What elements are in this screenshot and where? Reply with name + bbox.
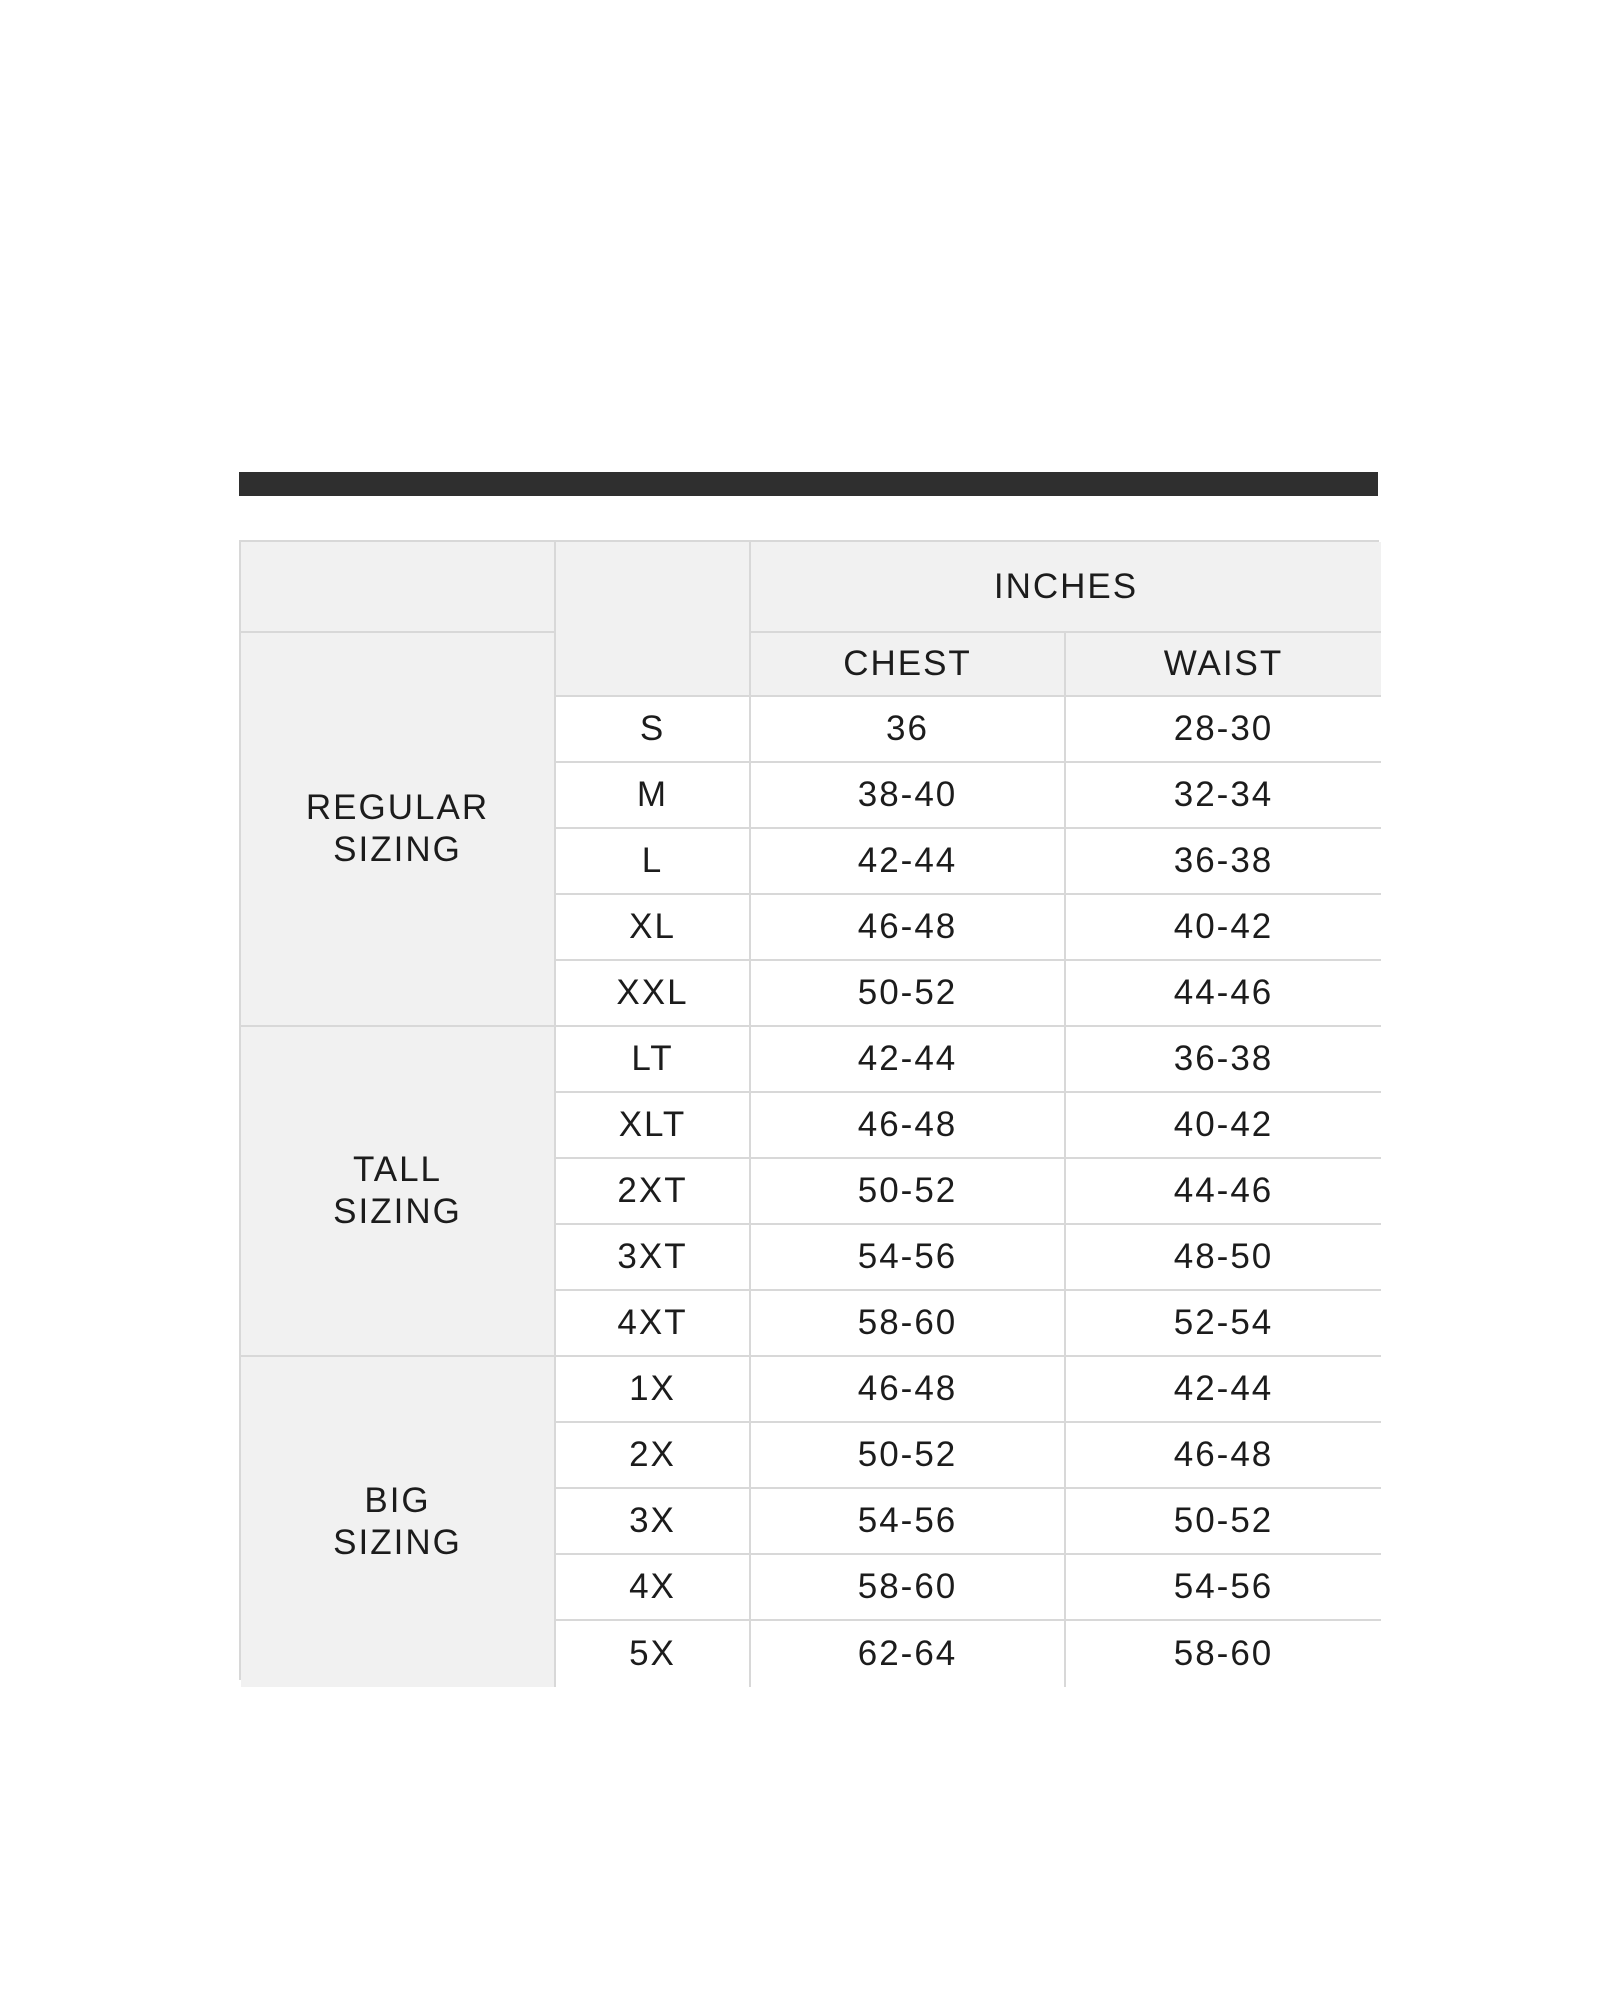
waist-cell: 32-34	[1066, 763, 1381, 829]
chest-cell: 46-48	[751, 1357, 1066, 1423]
size-cell: 1X	[556, 1357, 751, 1423]
size-cell: 5X	[556, 1621, 751, 1687]
waist-cell: 46-48	[1066, 1423, 1381, 1489]
chest-cell: 42-44	[751, 1027, 1066, 1093]
chest-cell: 50-52	[751, 1159, 1066, 1225]
waist-cell: 28-30	[1066, 697, 1381, 763]
waist-cell: 40-42	[1066, 895, 1381, 961]
chest-cell: 54-56	[751, 1489, 1066, 1555]
size-cell: 2X	[556, 1423, 751, 1489]
waist-cell: 44-46	[1066, 1159, 1381, 1225]
header-size-column-empty	[556, 542, 751, 697]
size-cell: LT	[556, 1027, 751, 1093]
size-cell: 4XT	[556, 1291, 751, 1357]
waist-cell: 58-60	[1066, 1621, 1381, 1687]
group-label-tall-sizing: TALL SIZING	[241, 1027, 556, 1357]
chest-cell: 46-48	[751, 895, 1066, 961]
waist-cell: 52-54	[1066, 1291, 1381, 1357]
waist-cell: 50-52	[1066, 1489, 1381, 1555]
waist-cell: 42-44	[1066, 1357, 1381, 1423]
chest-cell: 58-60	[751, 1291, 1066, 1357]
size-cell: XL	[556, 895, 751, 961]
size-cell: M	[556, 763, 751, 829]
chest-cell: 54-56	[751, 1225, 1066, 1291]
header-unit-inches: INCHES	[751, 542, 1381, 633]
header-empty-corner	[241, 542, 556, 633]
waist-cell: 54-56	[1066, 1555, 1381, 1621]
size-cell: 3XT	[556, 1225, 751, 1291]
chest-cell: 42-44	[751, 829, 1066, 895]
chest-cell: 36	[751, 697, 1066, 763]
waist-cell: 48-50	[1066, 1225, 1381, 1291]
chest-cell: 50-52	[751, 1423, 1066, 1489]
header-chest: CHEST	[751, 633, 1066, 697]
size-cell: XLT	[556, 1093, 751, 1159]
size-cell: L	[556, 829, 751, 895]
waist-cell: 36-38	[1066, 829, 1381, 895]
size-cell: S	[556, 697, 751, 763]
chest-cell: 62-64	[751, 1621, 1066, 1687]
size-chart-table	[239, 540, 1379, 1680]
header-waist: WAIST	[1066, 633, 1381, 697]
chest-cell: 46-48	[751, 1093, 1066, 1159]
chest-cell: 38-40	[751, 763, 1066, 829]
size-cell: 2XT	[556, 1159, 751, 1225]
chest-cell: 58-60	[751, 1555, 1066, 1621]
size-cell: XXL	[556, 961, 751, 1027]
group-label-regular-sizing: REGULAR SIZING	[241, 633, 556, 1027]
size-cell: 4X	[556, 1555, 751, 1621]
size-cell: 3X	[556, 1489, 751, 1555]
waist-cell: 44-46	[1066, 961, 1381, 1027]
waist-cell: 40-42	[1066, 1093, 1381, 1159]
chest-cell: 50-52	[751, 961, 1066, 1027]
header-divider-bar	[239, 472, 1378, 496]
waist-cell: 36-38	[1066, 1027, 1381, 1093]
group-label-big-sizing: BIG SIZING	[241, 1357, 556, 1687]
